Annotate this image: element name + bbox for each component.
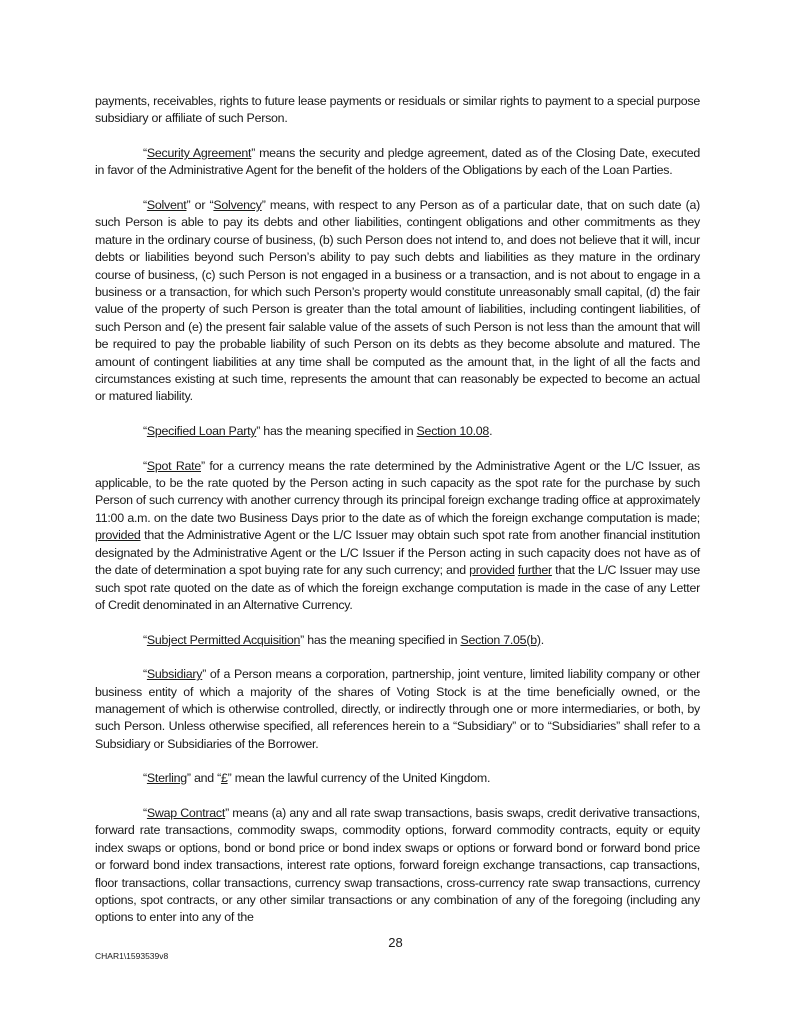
defined-term: Solvent: [146, 198, 187, 212]
definition-paragraph: [95, 770, 700, 787]
defined-term: further: [517, 563, 552, 578]
document-id: CHAR1\1593539v8: [95, 951, 169, 961]
paragraph-text: “: [143, 667, 147, 682]
paragraph-text: ” means the security and pledge agreement, dated as of the Closing Date, executed in favor of the Administrative Agent for the benefit of the holders of the Obligations by each of the Loan Parties.: [95, 146, 700, 178]
defined-term: Spot Rate: [146, 458, 201, 473]
paragraph-text: “: [143, 424, 147, 439]
paragraph-text: ” has the meaning specified in: [256, 424, 417, 439]
definition-paragraph: [95, 423, 700, 440]
defined-term: provided: [469, 563, 515, 578]
paragraph-text: ” and “: [186, 771, 221, 786]
paragraph-text: ” of a Person means a corporation, partnership, joint venture, limited liability company or other business entity of which a majority of the shares of Voting Stock is at the time beneficially owned, or the management of which is otherwise controlled, directly, or indirectly through one or more intermediaries, or both, by such Person. Unless otherwise specified, all references herein to a “Subsidiary” or to “Subsidiaries” shall refer to a Subsidiary or Subsidiaries of the Borrower.: [95, 667, 700, 751]
paragraph-text: .: [489, 424, 493, 439]
paragraph-text: “: [143, 146, 147, 160]
definition-paragraph: [95, 805, 700, 927]
paragraph-text: “: [143, 458, 147, 473]
defined-term: Section 10.08: [416, 424, 490, 439]
defined-term: Swap Contract: [146, 805, 226, 820]
page-number: 28: [388, 935, 403, 950]
paragraph-text: ” or “: [186, 198, 214, 212]
defined-term: £: [220, 771, 228, 786]
paragraph-text: that the L/C Issuer may use such spot rate quoted on the date as of which the foreign exchange computation is made in the case of any Letter of Credit denominated in an Alternative Currency.: [95, 563, 700, 612]
defined-term: Subject Permitted Acquisition: [146, 632, 301, 647]
paragraph-text: ” for a currency means the rate determined by the Administrative Agent or the L/C Issuer, as applicable, to be the rate quoted by the Person acting in such capacity as the spot rate for the purchase by such Person of such currency with another currency through its principal foreign exchange trading office at approximately 11:00 a.m. on the date two Business Days prior to the date as of which the foreign exchange computation is made;: [95, 458, 700, 525]
defined-term: Subsidiary: [146, 667, 203, 682]
definition-paragraph: [95, 93, 700, 128]
definition-paragraph: [95, 458, 700, 615]
defined-term: Sterling: [146, 771, 187, 786]
definition-paragraph: [95, 145, 700, 180]
defined-term: Security Agreement: [146, 146, 252, 160]
paragraph-text: ” has the meaning specified in: [300, 632, 461, 647]
defined-term: Specified Loan Party: [146, 424, 257, 439]
defined-term: Section 7.05(b): [460, 632, 541, 647]
defined-term: Solvency: [213, 198, 262, 212]
definition-paragraph: [95, 666, 700, 753]
paragraph-text: payments, receivables, rights to future lease payments or residuals or similar rights to payment to a special purpose subsidiary or affiliate of such Person.: [95, 94, 700, 126]
paragraph-text: that the Administrative Agent or the L/C Issuer may obtain such spot rate from another financial institution designated by the Administrative Agent or the L/C Issuer if the Person acting in such capacity does not have as of the date of determination a spot buying rate for any such currency; and: [95, 528, 700, 578]
paragraph-text: ” means, with respect to any Person as of a particular date, that on such date (a) such Person is able to pay its debts and other liabilities, contingent obligations and other commitments as they mature in the ordinary course of business, (b) such Person does not intend to, and does not believe that it will, incur debts or liabilities beyond such Person’s ability to pay such debts and liabilities as they mature in the ordinary course of business, (c) such Person is not engaged in a business or a transaction, and is not about to engage in a business or a transaction, for which such Person’s property would constitute unreasonably small capital, (d) the fair value of the property of such Person is greater than the total amount of liabilities, including contingent liabilities, of such Person and (e) the present fair salable value of the assets of such Person is not less than the amount that will be required to pay the probable liability of such Person on its debts as they become absolute and matured. The amount of contingent liabilities at any time shall be computed as the amount that, in the light of all the facts and circumstances existing at such time, represents the amount that can reasonably be expected to become an actual or matured liability.: [95, 198, 701, 404]
paragraph-text: “: [143, 198, 147, 212]
definition-paragraph: [95, 197, 700, 406]
definition-paragraph: [95, 632, 700, 649]
document-body: [95, 93, 700, 944]
paragraph-text: “: [143, 805, 147, 820]
defined-term: provided: [95, 528, 141, 543]
paragraph-text: ” mean the lawful currency of the United Kingdom.: [227, 771, 491, 786]
paragraph-text: .: [540, 632, 544, 647]
paragraph-text: ” means (a) any and all rate swap transactions, basis swaps, credit derivative transactions, forward rate transactions, commodity swaps, commodity options, forward commodity contracts, equity or equity index swaps or options, bond or bond price or bond index swaps or options or forward bond or forward bond price or forward bond index transactions, interest rate options, forward foreign exchange transactions, cap transactions, floor transactions, collar transactions, currency swap transactions, cross-currency rate swap transactions, currency options, spot contracts, or any other similar transactions or any combination of any of the foregoing (including any options to enter into any of the: [95, 805, 701, 925]
paragraph-text: “: [143, 632, 147, 647]
paragraph-text: “: [143, 771, 147, 786]
